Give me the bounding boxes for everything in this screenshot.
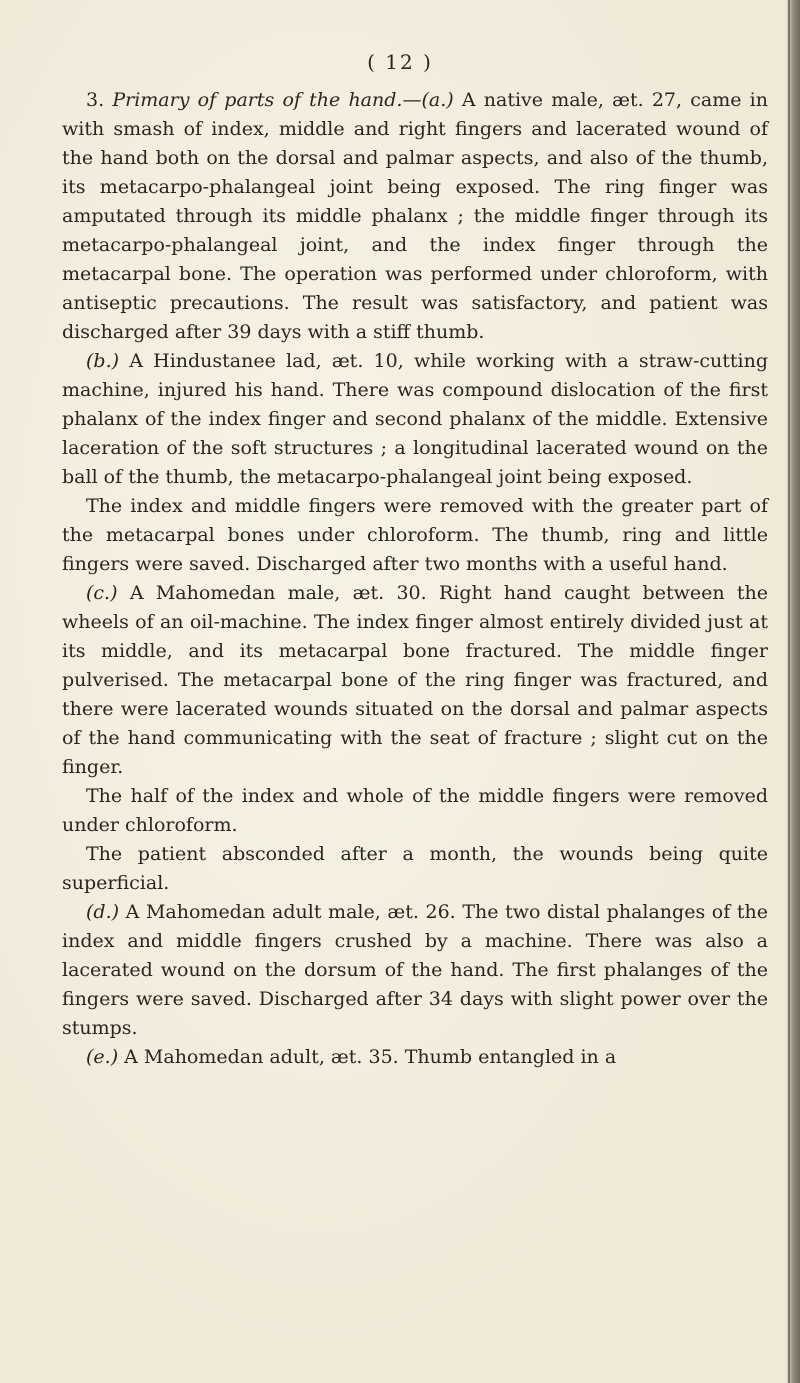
paragraph-c-continued-2: [62, 840, 768, 898]
paragraph-c: [62, 579, 768, 782]
body-text: [62, 86, 768, 1072]
case-label: (e.): [86, 1046, 119, 1068]
page-number: ( 12 ): [367, 50, 433, 74]
paragraph-text: A Hindustanee lad, æt. 10, while working with a straw-cutting machine, injured his hand. There was compound dislocation of the first phalanx of the index finger and second phalanx of the middle. Extensive laceration of the soft structures ; a longitudinal lacerated wound on the ball of the thumb, the metacarpo-phalangeal joint being exposed.: [62, 350, 768, 488]
page-edge-line: [788, 0, 790, 1383]
paragraph-c-continued-1: [62, 782, 768, 840]
paragraph-text: The index and middle fingers were removed with the greater part of the metacarpal bones under chloroform. The thumb, ring and little fingers were saved. Discharged after two months with a useful hand.: [62, 495, 768, 575]
paragraph-d: [62, 898, 768, 1043]
paragraph-text: The half of the index and whole of the middle fingers were removed under chloroform.: [62, 785, 768, 836]
section-heading: Primary of parts of the hand.—(a.): [112, 89, 454, 111]
paragraph-text: A native male, æt. 27, came in with smash of index, middle and right fingers and lacerated wound of the hand both on the dorsal and palmar aspects, and also of the thumb, its metacarpo-phalangeal joint being exposed. The ring finger was amputated through its middle phalanx ; the middle finger through its metacarpo-phalangeal joint, and the index finger through the metacarpal bone. The operation was performed under chloroform, with antiseptic precautions. The result was satisfactory, and patient was discharged after 39 days with a stiff thumb.: [62, 89, 768, 343]
paragraph-text: A Mahomedan adult male, æt. 26. The two distal phalanges of the index and middle fingers crushed by a machine. There was also a lacerated wound on the dorsum of the hand. The first phalanges of the fingers were saved. Discharged after 34 days with slight power over the stumps.: [62, 901, 768, 1039]
paragraph-e: [62, 1043, 768, 1072]
paragraph-text: The patient absconded after a month, the wounds being quite superficial.: [62, 843, 768, 894]
case-label: (d.): [86, 901, 120, 923]
case-number: 3.: [86, 89, 105, 111]
case-label: (b.): [86, 350, 120, 372]
paragraph-b-continued: [62, 492, 768, 579]
paragraph-text: A Mahomedan male, æt. 30. Right hand caught between the wheels of an oil-machine. The index finger almost entirely divided just at its middle, and its metacarpal bone fractured. The middle finger pulverised. The metacarpal bone of the ring finger was fractured, and there were lacerated wounds situated on the dorsal and palmar aspects of the hand communicating with the seat of fracture ; slight cut on the finger.: [62, 582, 768, 778]
case-label: (c.): [86, 582, 118, 604]
paragraph-b: [62, 347, 768, 492]
paragraph-3a: [62, 86, 768, 347]
paragraph-text: A Mahomedan adult, æt. 35. Thumb entangled in a: [124, 1046, 617, 1068]
